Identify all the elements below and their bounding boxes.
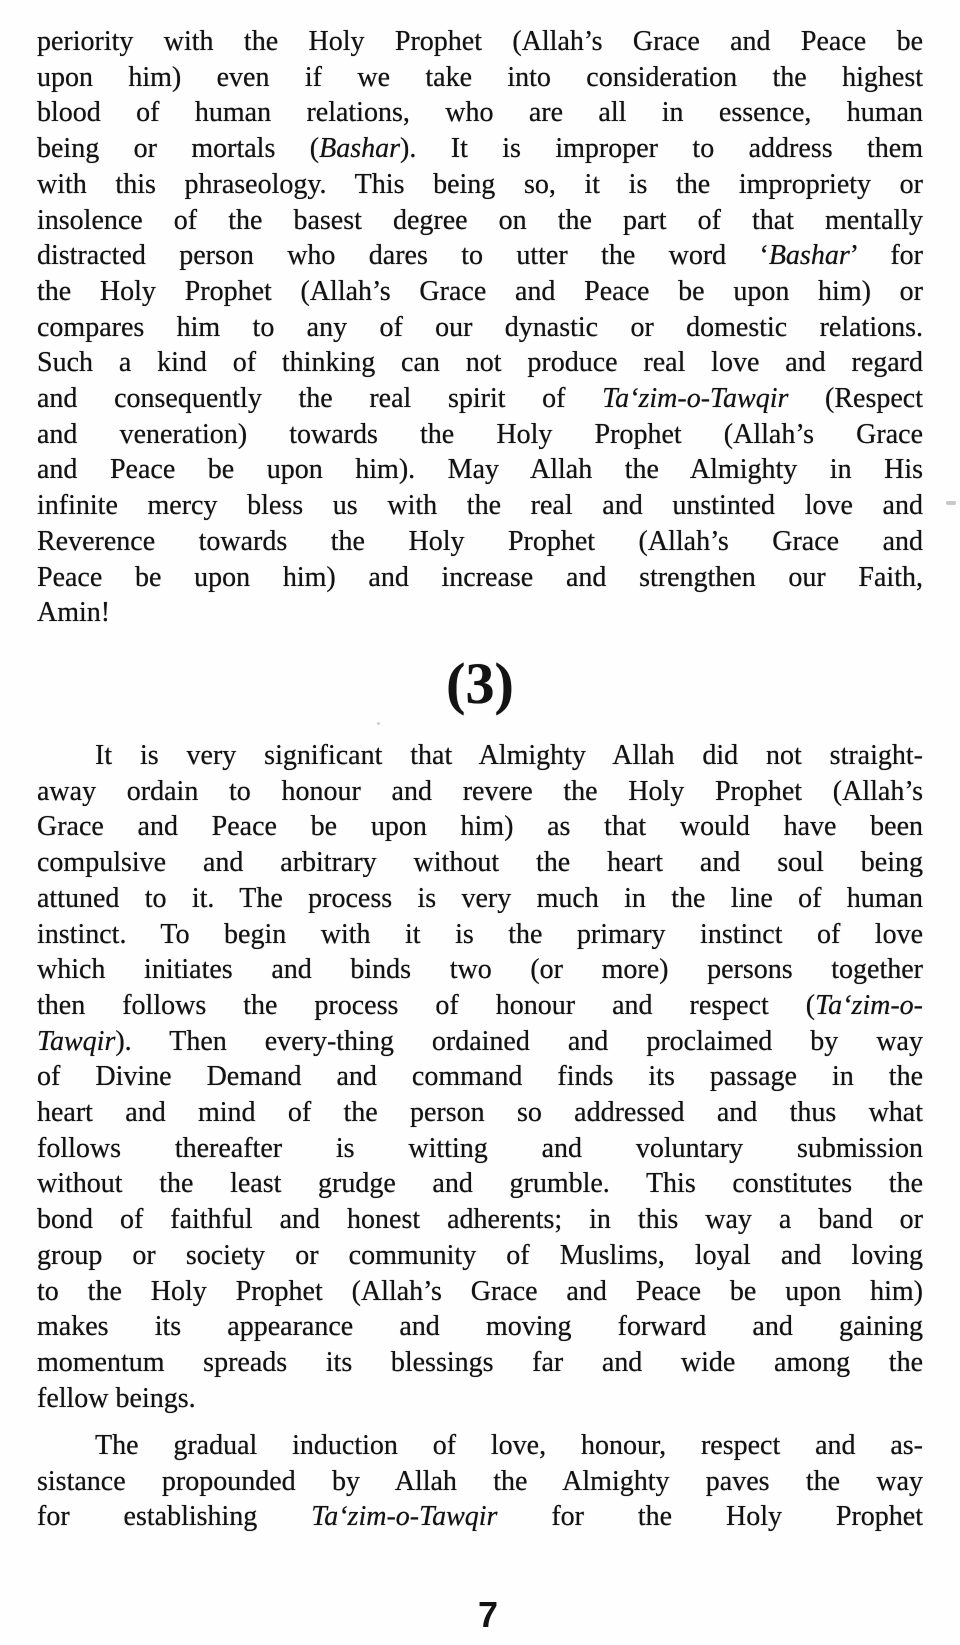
text-line — [37, 488, 923, 524]
italic-text: Bashar — [319, 133, 401, 165]
text-segment: compulsive and arbitrary without the heart and soul being — [37, 847, 923, 879]
text-segment: with this phraseology. This being so, it is the impropriety or — [37, 168, 923, 200]
text-segment: It is very significant that Almighty Allah did not straight- — [95, 740, 923, 771]
text-line — [37, 809, 923, 845]
text-line — [37, 60, 923, 96]
text-line — [37, 131, 923, 167]
text-segment: which initiates and binds two (or more) persons together — [37, 954, 923, 986]
text-segment: infinite mercy bless us with the real and unstinted love and — [37, 490, 923, 522]
text-line — [37, 24, 923, 60]
text-line — [37, 310, 923, 346]
text-segment: ). Then every-thing ordained and proclaimed by way — [115, 1025, 923, 1057]
text-segment: and Peace be upon him). May Allah the Almighty in His — [37, 454, 923, 486]
italic-text: Ta‘zim-o- — [815, 989, 923, 1021]
text-segment: and veneration) towards the Holy Prophet (Allah’s Grace — [37, 418, 923, 450]
text-line — [37, 1428, 923, 1464]
text-segment: distracted person who dares to utter the word ‘ — [37, 240, 769, 272]
text-line — [37, 1381, 923, 1417]
text-segment: instinct. To begin with it is the primary instinct of love — [37, 918, 923, 950]
text-segment: the Holy Prophet (Allah’s Grace and Peace be upon him) or — [37, 275, 923, 307]
text-segment: Amin! — [37, 597, 111, 629]
text-line — [37, 917, 923, 953]
text-segment: Reverence towards the Holy Prophet (Allah’s Grace and — [37, 525, 923, 557]
text-line — [37, 1095, 923, 1131]
paragraph-1 — [37, 24, 923, 631]
text-segment: being or mortals ( — [37, 133, 320, 165]
text-segment: for the Holy Prophet — [497, 1501, 923, 1533]
text-line — [37, 274, 923, 310]
text-segment: insolence of the basest degree on the part of that mentally — [37, 204, 923, 236]
italic-text: Tawqir — [37, 1025, 116, 1057]
text-line — [37, 452, 923, 488]
text-line — [37, 560, 923, 596]
text-segment: bond of faithful and honest adherents; in this way a band or — [37, 1204, 923, 1236]
text-segment: blood of human relations, who are all in essence, human — [37, 97, 923, 129]
text-segment: of Divine Demand and command finds its passage in the — [37, 1061, 923, 1093]
text-line — [37, 1024, 923, 1060]
text-segment: group or society or community of Muslims, loyal and loving — [37, 1239, 923, 1271]
paragraph-2 — [37, 738, 923, 1416]
text-line — [37, 952, 923, 988]
text-segment: compares him to any of our dynastic or domestic relations. — [37, 311, 923, 343]
text-segment: without the least grudge and grumble. This constitutes the — [37, 1168, 923, 1200]
text-line — [37, 1274, 923, 1310]
paragraph-3 — [37, 1428, 923, 1535]
text-line — [37, 881, 923, 917]
text-segment: for establishing — [37, 1501, 312, 1533]
text-line — [37, 845, 923, 881]
scan-artifact — [946, 501, 956, 505]
page-number: 7 — [477, 1594, 499, 1635]
text-segment: follows thereafter is witting and voluntary submission — [37, 1132, 923, 1164]
text-line — [37, 1309, 923, 1345]
scan-artifact — [377, 722, 380, 725]
italic-text: Bashar — [768, 240, 850, 272]
text-segment: makes its appearance and moving forward and gaining — [37, 1311, 923, 1343]
text-segment: to the Holy Prophet (Allah’s Grace and Peace be upon him) — [37, 1275, 923, 1307]
text-line — [37, 95, 923, 131]
text-line — [37, 1202, 923, 1238]
section-heading: (3) — [446, 651, 514, 716]
text-line — [37, 1059, 923, 1095]
text-segment: momentum spreads its blessings far and wide among the — [37, 1346, 923, 1378]
text-segment: Peace be upon him) and increase and strengthen our Faith, — [37, 561, 923, 593]
text-segment: fellow beings. — [37, 1382, 196, 1414]
text-line — [37, 1238, 923, 1274]
text-segment: ’ for — [849, 240, 923, 272]
text-segment: (Respect — [788, 383, 923, 415]
text-segment: periority with the Holy Prophet (Allah’s Grace and Peace be — [37, 26, 923, 57]
text-segment: Such a kind of thinking can not produce real love and regard — [37, 347, 923, 379]
text-line — [37, 1345, 923, 1381]
text-segment: away ordain to honour and revere the Holy Prophet (Allah’s — [37, 775, 923, 807]
text-segment: Grace and Peace be upon him) as that would have been — [37, 811, 923, 843]
text-line — [37, 167, 923, 203]
text-line — [37, 595, 923, 631]
text-segment: heart and mind of the person so addressed and thus what — [37, 1097, 923, 1129]
italic-text: Ta‘zim-o-Tawqir — [311, 1501, 498, 1533]
text-line — [37, 738, 923, 774]
text-segment: attuned to it. The process is very much in the line of human — [37, 882, 923, 914]
text-segment: upon him) even if we take into consideration the highest — [37, 61, 923, 93]
text-line — [37, 1464, 923, 1500]
text-segment: then follows the process of honour and respect ( — [37, 989, 816, 1021]
text-line — [37, 1166, 923, 1202]
text-segment: ). It is improper to address them — [400, 133, 924, 165]
text-segment: and consequently the real spirit of — [37, 383, 603, 415]
italic-text: Ta‘zim-o-Tawqir — [602, 383, 789, 415]
text-line — [37, 1131, 923, 1167]
text-line — [37, 238, 923, 274]
text-line — [37, 345, 923, 381]
text-line — [37, 1499, 923, 1535]
text-line — [37, 774, 923, 810]
text-segment: sistance propounded by Allah the Almighty paves the way — [37, 1465, 923, 1497]
text-line — [37, 381, 923, 417]
text-line — [37, 988, 923, 1024]
text-line — [37, 524, 923, 560]
text-line — [37, 203, 923, 239]
text-line — [37, 417, 923, 453]
text-segment: The gradual induction of love, honour, respect and as- — [95, 1430, 923, 1461]
